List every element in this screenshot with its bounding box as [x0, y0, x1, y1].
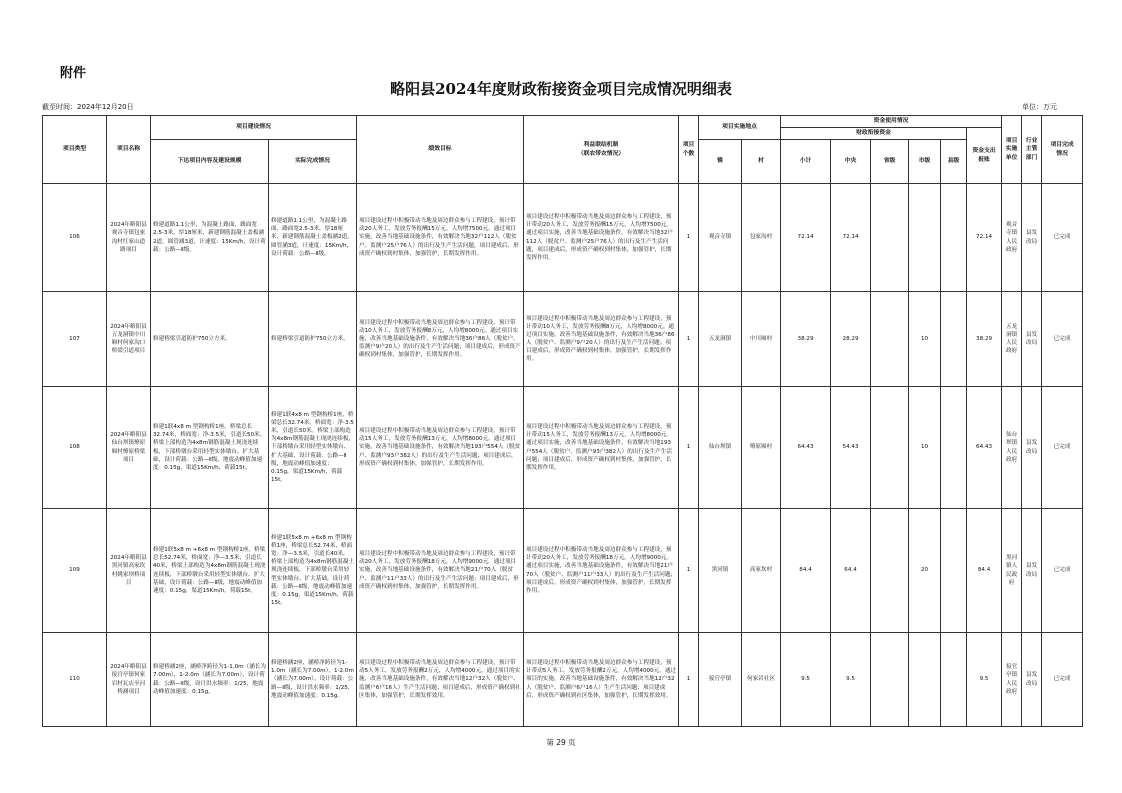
table-row [43, 184, 1083, 292]
project-count: 1 [679, 292, 699, 387]
town-cell: 观音寺镇 [699, 184, 742, 292]
project-name: 2024年略阳县接官亭镇何家岩村瓦店至河桥涵项目 [107, 633, 151, 727]
central-cell: 64.4 [831, 509, 871, 633]
central-cell: 54.43 [831, 387, 871, 509]
header-city: 市级 [909, 140, 941, 184]
department-cell: 县发改局 [1022, 184, 1042, 292]
header-benefit: 利益联结机制 （联农带农情况） [524, 116, 679, 184]
city-cell: 10 [909, 387, 941, 509]
implementing-unit: 仙台坝镇人民政府 [1002, 387, 1022, 509]
header-funds: 资金使用情况 [781, 116, 1002, 128]
village-cell: 燎原厢村 [742, 387, 781, 509]
header-county: 县级 [941, 140, 967, 184]
performance-goal: 项目建设过程中积极带动当地及周边群众参与工程建设，预计带动15人务工，发放劳务报酬13万元，人均增8000元。通过项目实施，改善当地基础设施条件，有效解决当地193户554人（脱贫户、监测户93户382人）的出行及生产生活问题；项目建成后，形成资产确权到村集体，加强管护，长期发挥作用。 [357, 387, 524, 509]
county-cell [941, 633, 967, 727]
actual-completion: 修建1联5x8 m +6x8 m 型钢构桥1座，桥梁总长52.74米，桥面宽：净—3.5米，引道长40米，桥梁上部构造为4x8m钢筋混凝土现浇连续板，下部桥墩台采用轻型实体墩台、扩大基础，设计荷载：公路—Ⅱ级，地震动峰值加速度：0.15g，渠道15Km/h，荷载15t。 [269, 509, 357, 633]
department-cell: 县发改局 [1022, 633, 1042, 727]
header-location: 项目实施地点 [699, 116, 781, 140]
county-cell [941, 387, 967, 509]
table-row [43, 509, 1083, 633]
performance-goal: 项目建设过程中积极带动当地及周边群众参与工程建设，预计带动5人务工，发放劳务报酬2万元，人均增4000元。通过项目的实施，改善当地基础设施条件，有效解决当地12户32人（脱贫户、监测户6户16人）生产生活问题；项目建成后，形成资产确权到社区集体，加强管护，长期发挥效用。 [357, 633, 524, 727]
town-cell: 黑河镇 [699, 509, 742, 633]
province-cell [871, 184, 909, 292]
province-cell [871, 509, 909, 633]
department-cell: 县发改局 [1022, 509, 1042, 633]
implementing-unit: 接官亭镇人民政府 [1002, 633, 1022, 727]
project-name: 2024年略阳县观音寺镇包家沟村红家山道路项目 [107, 184, 151, 292]
village-cell: 高家坎村 [742, 509, 781, 633]
header-province: 省级 [871, 140, 909, 184]
implementing-unit: 观音寺镇人民政府 [1002, 184, 1022, 292]
county-cell [941, 184, 967, 292]
central-cell: 72.14 [831, 184, 871, 292]
header-performance: 绩效目标 [357, 116, 524, 184]
spent-cell: 72.14 [967, 184, 1002, 292]
header-name: 项目名称 [107, 116, 151, 184]
performance-goal: 项目建设过程中积极带动当地及周边群众参与工程建设，预计带动20人务工，发放劳务报酬18万元，人均增9000元。通过项目实施，改善当地基础设施条件，有效解决当地21户70人（脱贫户、监测户11户33人）的出行及生产生活问题；项目建成后，形成资产确权到村集体，加强管护，长期发挥作用。 [357, 509, 524, 633]
project-table [42, 115, 1083, 727]
benefit-mechanism: 项目建设过程中积极带动当地及周边群众参与工程建设，预计带动5人务工，发放劳务报酬2万元，人均增4000元。通过项目的实施，改善当地基础设施条件，有效解决当地12户32人（脱贫户、监测户6户16人）生产生活问题；项目建成后，形成资产确权到社区集体，加强管护，长期发挥效用。 [524, 633, 679, 727]
village-cell: 包家沟村 [742, 184, 781, 292]
subtotal-cell: 64.43 [781, 387, 831, 509]
county-cell [941, 292, 967, 387]
department-cell: 县发改局 [1022, 387, 1042, 509]
planned-content: 修建道路1.1公里，为混凝土路面，路面宽2.5-3米，厚18厘米，新建钢筋混凝土盖板涵2道，圆管涵3道，计速度：15Km/h，设计荷载：公路—Ⅱ级。 [151, 184, 269, 292]
unit-text: 单位：万元 [1022, 103, 1057, 111]
header-unit: 项目 实施 单位 [1002, 116, 1022, 184]
town-cell: 五龙洞镇 [699, 292, 742, 387]
header-central: 中央 [831, 140, 871, 184]
status-cell: 已完成 [1042, 509, 1083, 633]
row-number: 108 [43, 387, 107, 509]
city-cell: 10 [909, 292, 941, 387]
subtotal-cell: 84.4 [781, 509, 831, 633]
row-number: 109 [43, 509, 107, 633]
status-cell: 已完成 [1042, 633, 1083, 727]
city-cell [909, 184, 941, 292]
subtotal-cell: 38.29 [781, 292, 831, 387]
project-name: 2024年略阳县仙台坝镇燎原厢村燎原桥梁项目 [107, 387, 151, 509]
project-name: 2024年略阳县黑河镇高家坎村姚家坝桥项目 [107, 509, 151, 633]
planned-content: 修建1联5x8 m +6x8 m 型钢构桥1座，桥梁总长52.74米，桥面宽：净—3.5米，引道长40米，桥梁上部构造为4x8m钢筋混凝土现浇连续板，下部桥墩台采用轻型实体墩台、扩大基础，设计荷载：公路—Ⅱ级，地震动峰值加速度：0.15g，渠道15Km/h，荷载15t。 [151, 509, 269, 633]
header-village: 村 [742, 140, 781, 184]
planned-content: 修建桥梁引道防护750立方米。 [151, 292, 269, 387]
implementing-unit: 五龙洞镇人民政府 [1002, 292, 1022, 387]
row-number: 110 [43, 633, 107, 727]
planned-content: 修建桥涵2座，涵桥净跨径为1-1.0m（涵长为7.00m），1-2.0m（涵长为7.00m），设计荷载：公路—Ⅱ级，设计洪水频率：1/25，地震动峰值加速度：0.15g。 [151, 633, 269, 727]
spent-cell: 84.4 [967, 509, 1002, 633]
subtotal-cell: 9.5 [781, 633, 831, 727]
province-cell [871, 387, 909, 509]
central-cell: 9.5 [831, 633, 871, 727]
benefit-mechanism: 项目建设过程中积极带动当地及周边群众参与工程建设，预计带动15人务工，发放劳务报酬13万元，人均增8000元。通过项目实施，改善当地基础设施条件，有效解决当地193户554人（脱贫户、监测户93户382人）的出行及生产生活问题；项目建成后，形成资产确权到村集体，加强管护，长期发挥作用。 [524, 387, 679, 509]
project-count: 1 [679, 387, 699, 509]
header-planned: 下达项目内容及建设规模 [151, 140, 269, 184]
village-cell: 中川厢村 [742, 292, 781, 387]
table-row [43, 387, 1083, 509]
city-cell [909, 633, 941, 727]
planned-content: 修建1联4x8 m 型钢构桥1座，桥梁总长32.74米，桥面宽：净-3.5米，引道长50米。桥梁上部构造为4x8m钢筋混凝土现浇连续板，下部桥墩台采用轻型实体墩台、扩大基础，设计荷载：公路—Ⅱ级，地震动峰值加速度：0.15g，渠道15Km/h，荷载15t。 [151, 387, 269, 509]
county-cell [941, 509, 967, 633]
implementing-unit: 黑河镇人民政府 [1002, 509, 1022, 633]
header-spent: 资金支出 报账 [967, 128, 1002, 184]
deadline-text: 截至时间：2024年12月20日 [42, 103, 134, 111]
actual-completion: 修建1联4x8 m 型钢构桥1座，桥梁总长32.74米，桥面宽：净-3.5米，引道长50米。桥梁上部构造为4x8m钢筋混凝土现浇连续板，下部桥墩台采用轻型实体墩台、扩大基础，设计荷载：公路—Ⅱ级，地震动峰值加速度：0.15g，渠道15Km/h，荷载15t。 [269, 387, 357, 509]
spent-cell: 38.29 [967, 292, 1002, 387]
table-row [43, 633, 1083, 727]
province-cell [871, 292, 909, 387]
header-dept: 行业 主管 部门 [1022, 116, 1042, 184]
village-cell: 何家岩社区 [742, 633, 781, 727]
town-cell: 接官亭镇 [699, 633, 742, 727]
province-cell [871, 633, 909, 727]
benefit-mechanism: 项目建设过程中积极带动当地及周边群众参与工程建设，预计带动10人务工，发放劳务报酬8万元，人均增8000元。通过项目实施，改善当地基础设施条件，有效解决当地36户86人（脱贫户、监测户9户20人）的出行及生产生活问题；项目建成后，形成资产确权到村集体，加强管护，长期发挥作用。 [524, 292, 679, 387]
subtotal-cell: 72.14 [781, 184, 831, 292]
row-number: 106 [43, 184, 107, 292]
status-cell: 已完成 [1042, 184, 1083, 292]
city-cell: 20 [909, 509, 941, 633]
header-town: 镇 [699, 140, 742, 184]
header-count: 项目 个数 [679, 116, 699, 184]
project-count: 1 [679, 633, 699, 727]
header-fiscal: 财政衔接资金 [781, 128, 967, 140]
project-name: 2024年略阳县五龙洞镇中川厢村何家沟口桥梁引道项目 [107, 292, 151, 387]
spent-cell: 64.43 [967, 387, 1002, 509]
header-type: 项目类型 [43, 116, 107, 184]
town-cell: 仙台坝镇 [699, 387, 742, 509]
spent-cell: 9.5 [967, 633, 1002, 727]
attachment-label: 附件 [60, 66, 87, 81]
benefit-mechanism: 项目建设过程中积极带动当地及周边群众参与工程建设，预计带动20人务工，发放劳务报酬18万元，人均增9000元。通过项目实施，改善当地基础设施条件，有效解决当地21户70人（脱贫户、监测户11户33人）的出行及生产生活问题；项目建成后，形成资产确权到村集体，加强管护，长期发挥作用。 [524, 509, 679, 633]
row-number: 107 [43, 292, 107, 387]
status-cell: 已完成 [1042, 292, 1083, 387]
header-status: 项目完成 情况 [1042, 116, 1083, 184]
header-actual: 实际完成情况 [269, 140, 357, 184]
page-number: 第 29 页 [546, 738, 576, 747]
central-cell: 28.29 [831, 292, 871, 387]
actual-completion: 修建道路1.1公里，为混凝土路面，路面宽2.5-3米，厚18厘米，新建钢筋混凝土盖板涵2道，圆管涵3道，计速度：15Km/h，设计荷载：公路—Ⅱ级。 [269, 184, 357, 292]
actual-completion: 修建桥梁引道防护750立方米。 [269, 292, 357, 387]
table-row [43, 292, 1083, 387]
header-subtotal: 小计 [781, 140, 831, 184]
project-count: 1 [679, 509, 699, 633]
project-count: 1 [679, 184, 699, 292]
table-body [43, 184, 1083, 727]
performance-goal: 项目建设过程中积极带动当地及周边群众参与工程建设，预计带动10人务工，发放劳务报酬8万元，人均增8000元。通过项目实施，改善当地基础设施条件，有效解决当地36户86人（脱贫户、监测户9户20人）的出行及生产生活问题；项目建成后，形成资产确权到村集体，加强管护，长期发挥作用。 [357, 292, 524, 387]
actual-completion: 修建桥涵2座，涵桥净跨径为1-1.0m（涵长为7.00m），1-2.0m（涵长为7.00m），设计荷载：公路—Ⅱ级，设计洪水频率：1/25，地震动峰值加速度：0.15g。 [269, 633, 357, 727]
department-cell: 县发改局 [1022, 292, 1042, 387]
header-construction: 项目建设情况 [151, 116, 357, 140]
performance-goal: 项目建设过程中积极带动当地及周边群众参与工程建设，预计带动20人务工，发放劳务报酬15万元，人均增7500元。通过项目实施，改善当地基础设施条件，有效解决当地32户112人（脱贫户、监测户25户76人）的出行及生产生活问题，项目建成后，形成资产确权到村集体，加强管护，长期发挥作用。 [357, 184, 524, 292]
status-cell: 已完成 [1042, 387, 1083, 509]
benefit-mechanism: 项目建设过程中积极带动当地及周边群众参与工程建设，预计带动20人务工，发放劳务报酬15万元，人均增7500元。通过项目实施，改善当地基础设施条件，有效解决当地32户112人（脱贫户、监测户25户76人）的出行及生产生活问题，项目建成后，形成资产确权到村集体，加强管护，长期发挥作用。 [524, 184, 679, 292]
page-title: 略阳县2024年度财政衔接资金项目完成情况明细表 [390, 80, 732, 98]
